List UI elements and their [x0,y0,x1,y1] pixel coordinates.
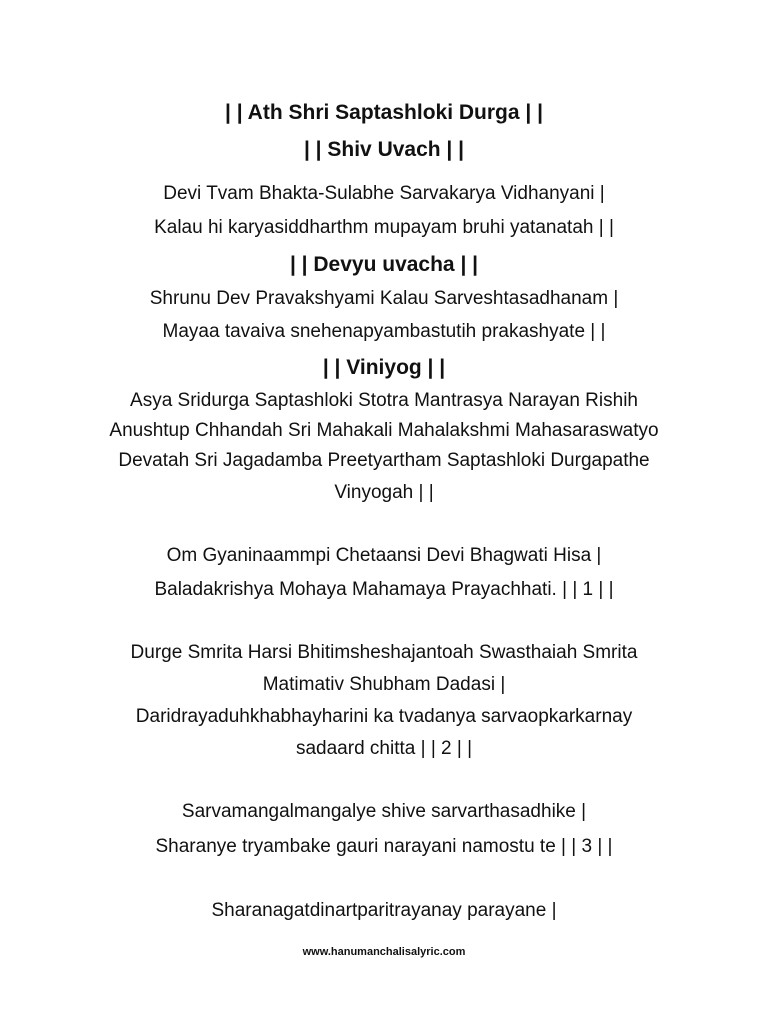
viniyog-heading: | | Viniyog | | [322,356,446,379]
verse-line: Kalau hi karyasiddharthm mupayam bruhi yatanatah | | [154,217,614,238]
title-heading: | | Ath Shri Saptashloki Durga | | [225,101,543,124]
verse-line: Mayaa tavaiva snehenapyambastutih prakashyate | | [162,321,606,342]
verse-line: Sharanye tryambake gauri narayani namostu te | | 3 | | [155,836,613,857]
verse-line: Daridrayaduhkhabhayharini ka tvadanya sarvaopkarkarnay [135,706,633,727]
verse-line: Asya Sridurga Saptashloki Stotra Mantrasya Narayan Rishih [130,390,638,411]
verse-line: Devatah Sri Jagadamba Preetyartham Saptashloki Durgapathe [118,450,650,471]
verse-line: Sarvamangalmangalye shive sarvarthasadhike | [181,801,587,822]
verse-line: Shrunu Dev Pravakshyami Kalau Sarveshtasadhanam | [149,288,619,309]
verse-line: Durge Smrita Harsi Bhitimsheshajantoah Swasthaiah Smrita [130,642,638,663]
verse-line: Om Gyaninaammpi Chetaansi Devi Bhagwati Hisa | [166,545,602,566]
verse-line: Anushtup Chhandah Sri Mahakali Mahalakshmi Mahasaraswatyo [109,420,659,441]
verse-line: sadaard chitta | | 2 | | [295,738,473,759]
verse-line: Baladakrishya Mohaya Mahamaya Prayachhati. | | 1 | | [154,579,614,600]
verse-line: Devi Tvam Bhakta-Sulabhe Sarvakarya Vidhanyani | [163,183,605,204]
devyu-uvacha-heading: | | Devyu uvacha | | [289,253,479,276]
shiv-uvach-heading: | | Shiv Uvach | | [303,138,465,161]
verse-line: Sharanagatdinartparitrayanay parayane | [211,900,557,921]
verse-line: Vinyogah | | [334,482,434,503]
verse-line: Matimativ Shubham Dadasi | [262,674,506,695]
footer-url: www.hanumanchalisalyric.com [302,946,466,958]
